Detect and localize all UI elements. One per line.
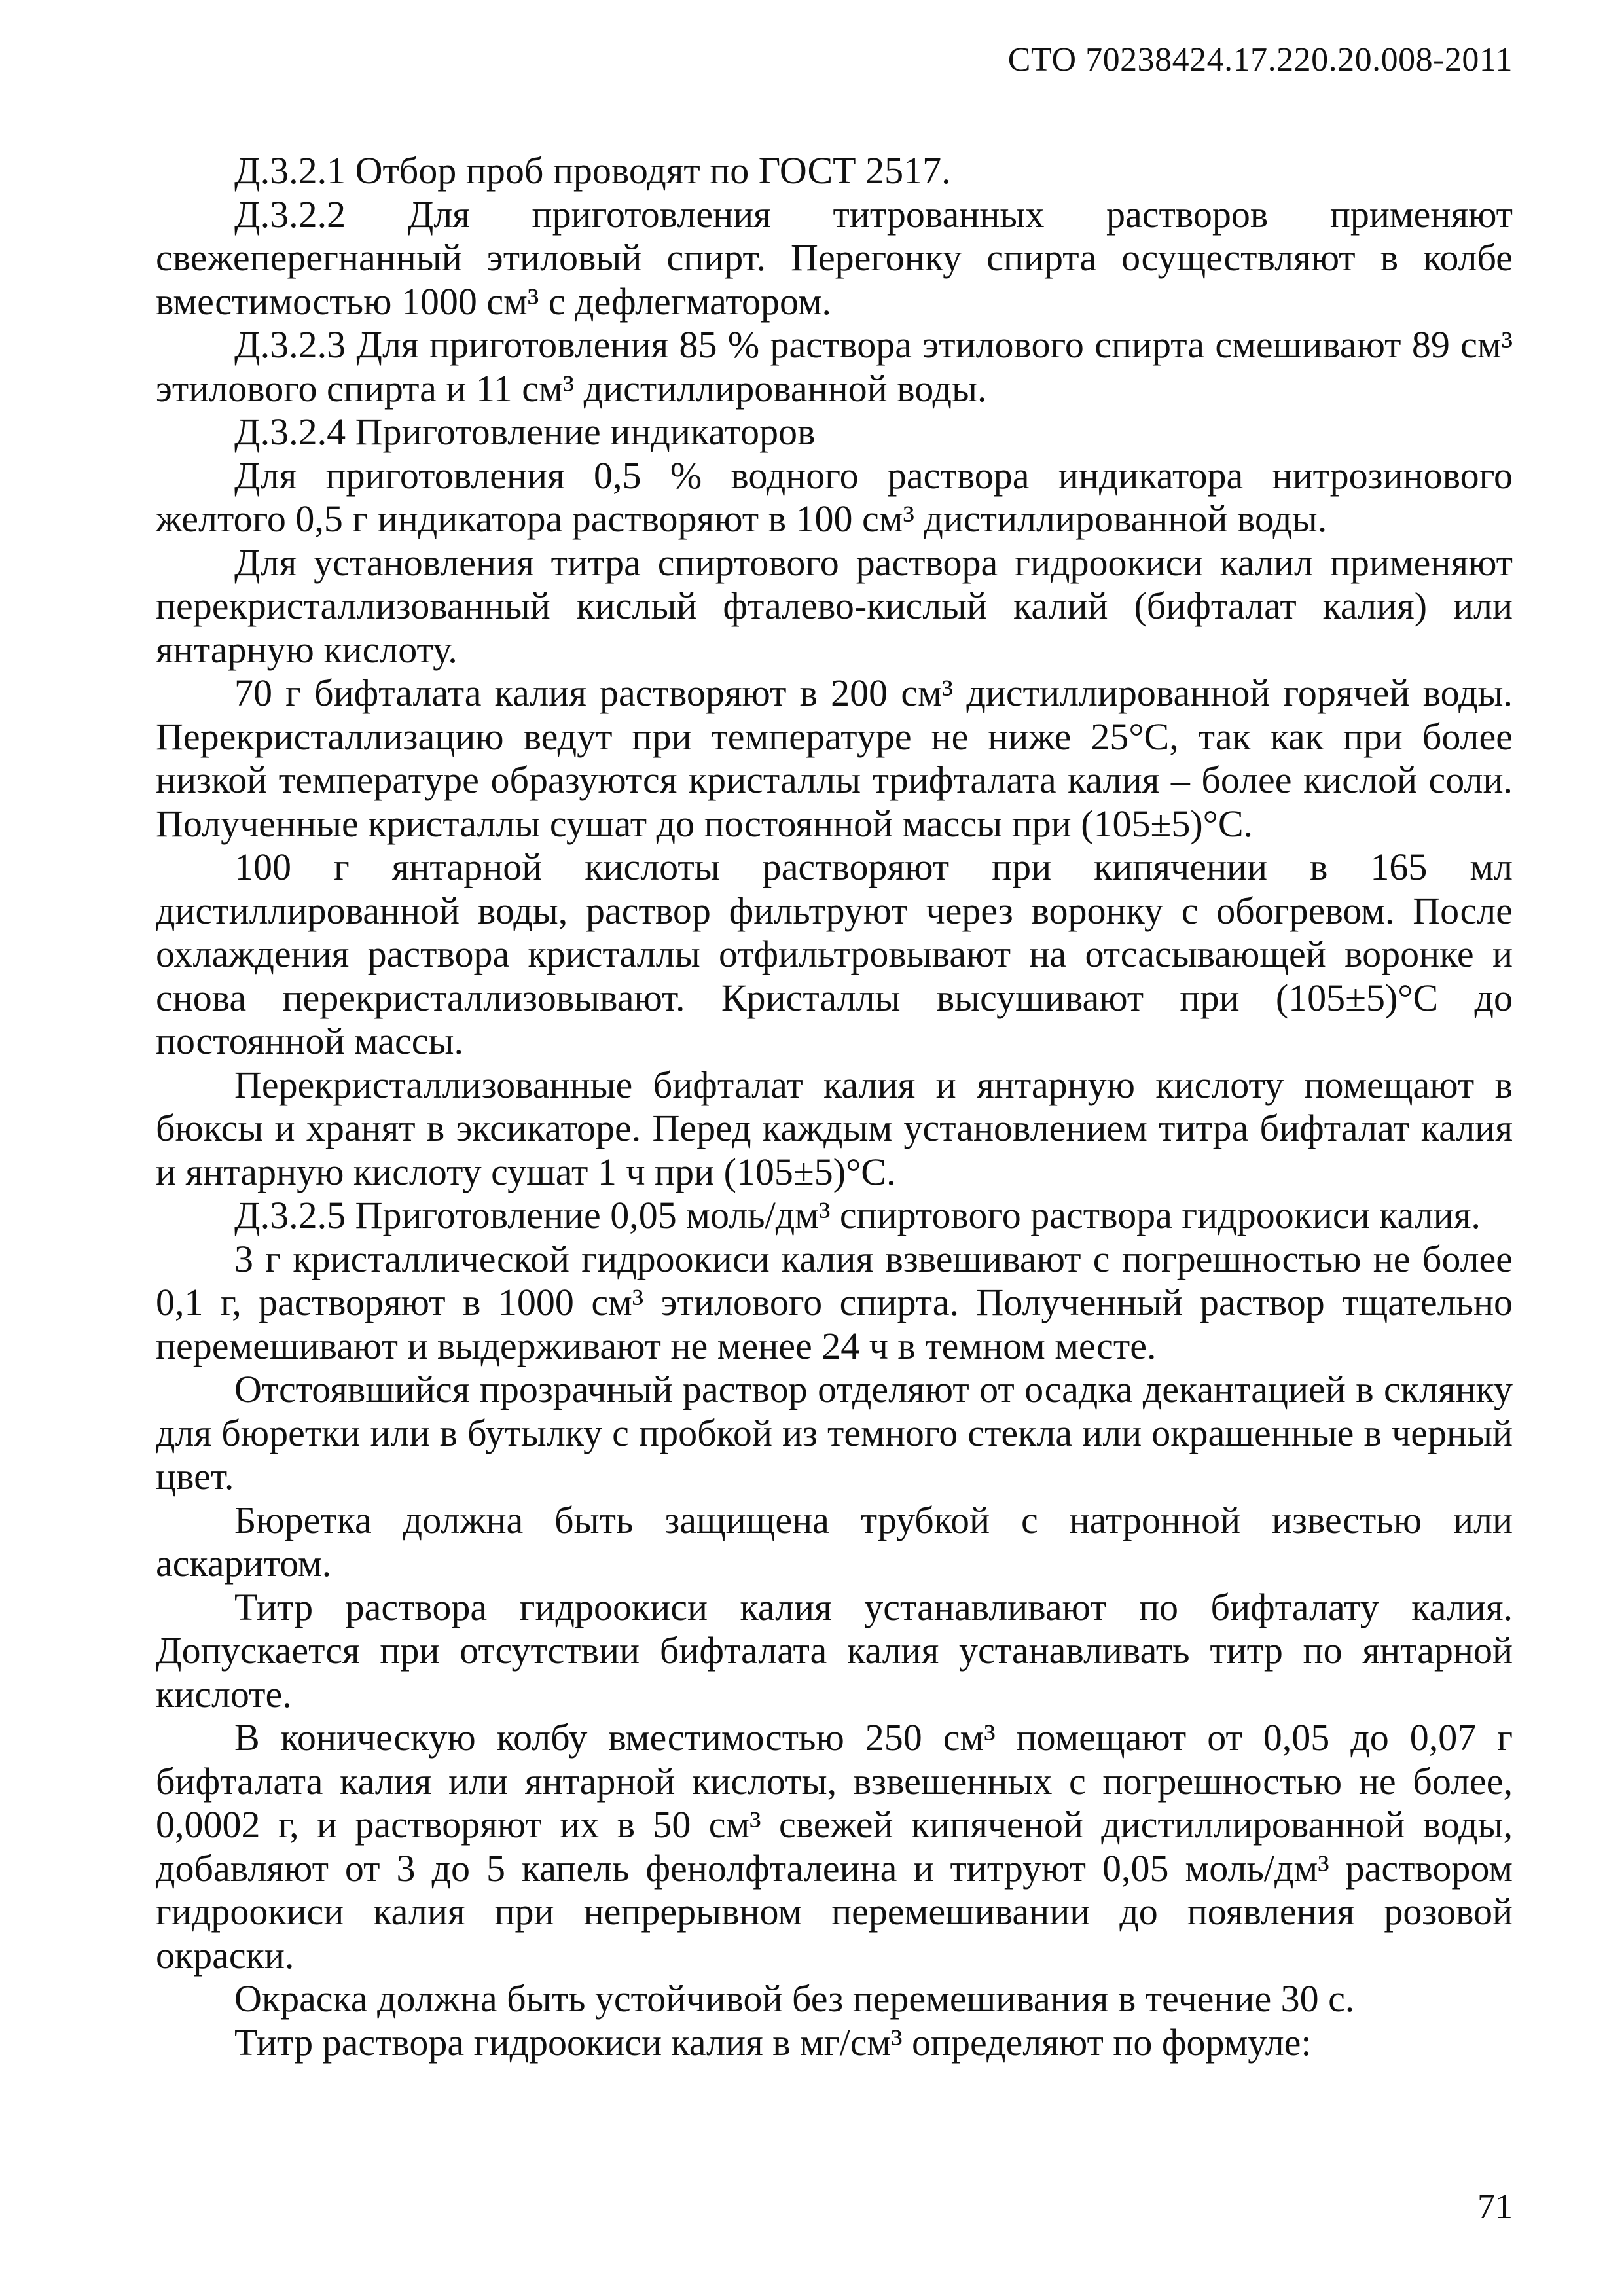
paragraph-d3-2-4-heading: Д.3.2.4 Приготовление индикаторов <box>234 410 816 453</box>
document-code-header: СТО 70238424.17.220.20.008-2011 <box>1007 41 1513 79</box>
paragraph-koh-weighing: 3 г кристаллической гидроокиси калия взвешивают с погрешностью не более 0,1 г, растворяют в 1000 см³ этилового спирта. Полученный раствор тщательно перемешивают и выдерживают не менее 24 ч в темном месте. <box>156 1237 1513 1367</box>
paragraph-burette-protection: Бюретка должна быть защищена трубкой с натронной известью или аскаритом. <box>156 1498 1513 1585</box>
page-number: 71 <box>1477 2187 1513 2226</box>
paragraph-indicator-solution: Для приготовления 0,5 % водного раствора индикатора нитрозинового желтого 0,5 г индикатора растворяют в 100 см³ дистиллированной воды. <box>156 454 1513 540</box>
paragraph-storage: Перекристаллизованные бифталат калия и янтарную кислоту помещают в бюксы и хранят в эксикаторе. Перед каждым установлением титра бифталат калия и янтарную кислоту сушат 1 ч при (105±5)°С. <box>156 1063 1513 1193</box>
paragraph-color-stability: Окраска должна быть устойчивой без перемешивания в течение 30 с. <box>234 1977 1355 2020</box>
paragraph-biphthalate-recrystallization: 70 г бифталата калия растворяют в 200 см³ дистиллированной горячей воды. Перекристаллизацию ведут при температуре не ниже 25°С, так как при более низкой температуре образуются кристаллы трифталата калия – более кислой соли. Полученные кристаллы сушат до постоянной массы при (105±5)°С. <box>156 672 1513 845</box>
paragraph-formula-intro: Титр раствора гидроокиси калия в мг/см³ определяют по формуле: <box>234 2020 1312 2064</box>
paragraph-succinic-acid-recrystallization: 100 г янтарной кислоты растворяют при кипячении в 165 мл дистиллированной воды, раствор фильтруют через воронку с обогревом. После охлаждения раствора кристаллы отфильтровывают на отсасывающей воронке и снова перекристаллизовывают. Кристаллы высушивают при (105±5)°С до постоянной массы. <box>156 846 1513 1062</box>
paragraph-d3-2-2: Д.3.2.2 Для приготовления титрованных растворов применяют свежеперегнанный этиловый спирт. Перегонку спирта осуществляют в колбе вместимостью 1000 см³ с дефлегматором. <box>156 192 1513 323</box>
paragraph-d3-2-3: Д.3.2.3 Для приготовления 85 % раствора этилового спирта смешивают 89 см³ этилового спирта и 11 см³ дистиллированной воды. <box>156 323 1513 410</box>
paragraph-d3-2-1: Д.3.2.1 Отбор проб проводят по ГОСТ 2517. <box>234 149 951 192</box>
paragraph-decantation: Отстоявшийся прозрачный раствор отделяют от осадка декантацией в склянку для бюретки или в бутылку с пробкой из темного стекла или окрашенные в черный цвет. <box>156 1368 1513 1498</box>
paragraph-titer-reagents: Для установления титра спиртового раствора гидроокиси калил применяют перекристаллизованный кислый фталево-кислый калий (бифталат калия) или янтарную кислоту. <box>156 541 1513 671</box>
paragraph-titer-standard: Титр раствора гидроокиси калия устанавливают по бифталату калия. Допускается при отсутствии бифталата калия устанавливать титр по янтарной кислоте. <box>156 1585 1513 1715</box>
document-body <box>156 149 1513 2064</box>
paragraph-d3-2-5: Д.3.2.5 Приготовление 0,05 моль/дм³ спиртового раствора гидроокиси калия. <box>234 1194 1481 1236</box>
paragraph-titration-procedure: В коническую колбу вместимостью 250 см³ помещают от 0,05 до 0,07 г бифталата калия или янтарной кислоты, взвешенных с погрешностью не более, 0,0002 г, и растворяют их в 50 см³ свежей кипяченой дистиллированной воды, добавляют от 3 до 5 капель фенолфталеина и титруют 0,05 моль/дм³ раствором гидроокиси калия при непрерывном перемешивании до появления розовой окраски. <box>156 1716 1513 1977</box>
